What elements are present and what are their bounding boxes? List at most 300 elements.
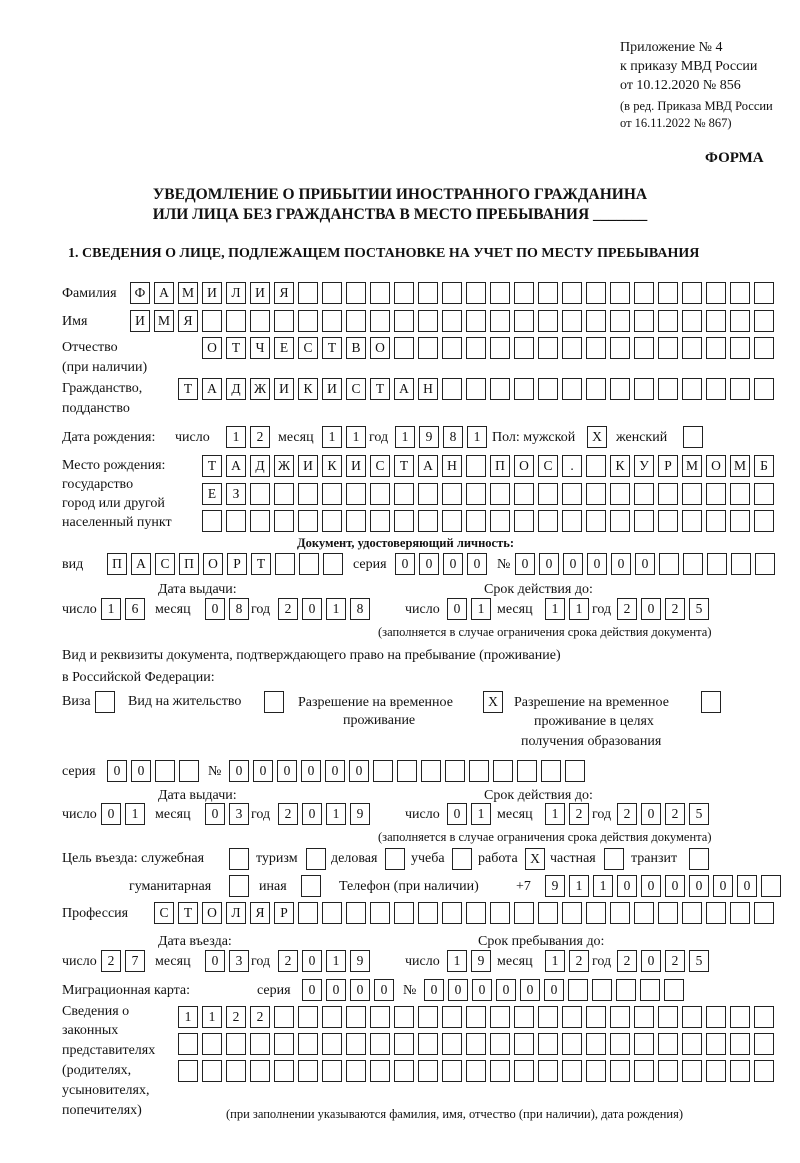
char-cell[interactable] bbox=[418, 1033, 438, 1055]
char-cell[interactable] bbox=[394, 310, 414, 332]
char-cell[interactable] bbox=[562, 282, 582, 304]
char-cell[interactable]: 1 bbox=[178, 1006, 198, 1028]
char-cell[interactable] bbox=[226, 1033, 246, 1055]
char-cell[interactable]: Л bbox=[226, 282, 246, 304]
entry-day[interactable] bbox=[101, 950, 149, 972]
char-cell[interactable] bbox=[442, 310, 462, 332]
char-cell[interactable] bbox=[658, 510, 678, 532]
char-cell[interactable]: 7 bbox=[125, 950, 145, 972]
char-cell[interactable]: 9 bbox=[471, 950, 491, 972]
char-cell[interactable]: Я bbox=[250, 902, 270, 924]
char-cell[interactable] bbox=[658, 282, 678, 304]
char-cell[interactable] bbox=[490, 282, 510, 304]
char-cell[interactable] bbox=[706, 378, 726, 400]
char-cell[interactable] bbox=[370, 902, 390, 924]
char-cell[interactable]: С bbox=[346, 378, 366, 400]
char-cell[interactable]: Р bbox=[274, 902, 294, 924]
checkbox-cell[interactable] bbox=[264, 691, 284, 713]
char-cell[interactable]: 0 bbox=[325, 760, 345, 782]
char-cell[interactable]: 5 bbox=[689, 598, 709, 620]
char-cell[interactable]: Ф bbox=[130, 282, 150, 304]
char-cell[interactable] bbox=[346, 483, 366, 505]
checkbox-cell[interactable]: X bbox=[587, 426, 607, 448]
char-cell[interactable] bbox=[250, 310, 270, 332]
char-cell[interactable]: И bbox=[130, 310, 150, 332]
char-cell[interactable]: П bbox=[490, 455, 510, 477]
char-cell[interactable] bbox=[586, 1006, 606, 1028]
char-cell[interactable] bbox=[322, 282, 342, 304]
char-cell[interactable]: 1 bbox=[447, 950, 467, 972]
char-cell[interactable] bbox=[610, 1006, 630, 1028]
checkbox-cell[interactable] bbox=[604, 848, 624, 870]
sex-male-checkbox[interactable] bbox=[587, 426, 611, 448]
char-cell[interactable] bbox=[250, 510, 270, 532]
char-cell[interactable] bbox=[370, 510, 390, 532]
char-cell[interactable] bbox=[466, 1006, 486, 1028]
char-cell[interactable] bbox=[730, 378, 750, 400]
char-cell[interactable]: 0 bbox=[641, 803, 661, 825]
char-cell[interactable] bbox=[442, 902, 462, 924]
char-cell[interactable] bbox=[514, 1006, 534, 1028]
char-cell[interactable] bbox=[634, 310, 654, 332]
char-cell[interactable]: О bbox=[203, 553, 223, 575]
char-cell[interactable] bbox=[634, 1060, 654, 1082]
char-cell[interactable] bbox=[562, 902, 582, 924]
char-cell[interactable]: 1 bbox=[569, 598, 589, 620]
birth-year-field[interactable] bbox=[395, 426, 491, 448]
char-cell[interactable]: 0 bbox=[205, 803, 225, 825]
char-cell[interactable]: 0 bbox=[419, 553, 439, 575]
char-cell[interactable]: 3 bbox=[229, 950, 249, 972]
char-cell[interactable] bbox=[346, 282, 366, 304]
char-cell[interactable] bbox=[394, 902, 414, 924]
char-cell[interactable] bbox=[466, 455, 486, 477]
char-cell[interactable] bbox=[754, 337, 774, 359]
char-cell[interactable] bbox=[682, 1006, 702, 1028]
char-cell[interactable]: 0 bbox=[447, 598, 467, 620]
char-cell[interactable] bbox=[418, 282, 438, 304]
char-cell[interactable] bbox=[514, 483, 534, 505]
char-cell[interactable] bbox=[274, 310, 294, 332]
char-cell[interactable] bbox=[323, 553, 343, 575]
sex-female-checkbox[interactable] bbox=[683, 426, 707, 448]
char-cell[interactable] bbox=[346, 510, 366, 532]
char-cell[interactable] bbox=[490, 310, 510, 332]
char-cell[interactable] bbox=[322, 483, 342, 505]
char-cell[interactable] bbox=[514, 510, 534, 532]
char-cell[interactable] bbox=[706, 510, 726, 532]
char-cell[interactable]: 0 bbox=[349, 760, 369, 782]
char-cell[interactable] bbox=[592, 979, 612, 1001]
checkbox-cell[interactable] bbox=[95, 691, 115, 713]
char-cell[interactable] bbox=[664, 979, 684, 1001]
char-cell[interactable]: 0 bbox=[302, 598, 322, 620]
name-field[interactable] bbox=[130, 310, 778, 332]
id-kind-field[interactable] bbox=[107, 553, 347, 575]
char-cell[interactable] bbox=[562, 310, 582, 332]
char-cell[interactable] bbox=[370, 310, 390, 332]
char-cell[interactable] bbox=[322, 1006, 342, 1028]
char-cell[interactable]: М bbox=[178, 282, 198, 304]
char-cell[interactable] bbox=[298, 902, 318, 924]
char-cell[interactable]: Т bbox=[178, 378, 198, 400]
char-cell[interactable] bbox=[322, 902, 342, 924]
char-cell[interactable] bbox=[322, 1033, 342, 1055]
char-cell[interactable] bbox=[202, 1060, 222, 1082]
id-number-field[interactable] bbox=[515, 553, 779, 575]
char-cell[interactable]: 2 bbox=[278, 598, 298, 620]
char-cell[interactable]: 0 bbox=[563, 553, 583, 575]
char-cell[interactable]: З bbox=[226, 483, 246, 505]
char-cell[interactable] bbox=[466, 337, 486, 359]
char-cell[interactable]: А bbox=[202, 378, 222, 400]
char-cell[interactable] bbox=[418, 483, 438, 505]
char-cell[interactable]: С bbox=[155, 553, 175, 575]
char-cell[interactable] bbox=[658, 310, 678, 332]
char-cell[interactable]: 0 bbox=[665, 875, 685, 897]
surname-field[interactable] bbox=[130, 282, 778, 304]
char-cell[interactable]: 0 bbox=[713, 875, 733, 897]
char-cell[interactable] bbox=[610, 1033, 630, 1055]
char-cell[interactable] bbox=[493, 760, 513, 782]
representatives-field-3[interactable] bbox=[178, 1060, 778, 1082]
char-cell[interactable] bbox=[274, 483, 294, 505]
char-cell[interactable] bbox=[275, 553, 295, 575]
char-cell[interactable] bbox=[274, 510, 294, 532]
char-cell[interactable]: 1 bbox=[545, 950, 565, 972]
char-cell[interactable] bbox=[298, 310, 318, 332]
char-cell[interactable]: 0 bbox=[443, 553, 463, 575]
char-cell[interactable]: 0 bbox=[467, 553, 487, 575]
char-cell[interactable] bbox=[538, 378, 558, 400]
stay-issue-day[interactable] bbox=[101, 803, 149, 825]
char-cell[interactable] bbox=[755, 553, 775, 575]
char-cell[interactable]: К bbox=[610, 455, 630, 477]
char-cell[interactable] bbox=[610, 337, 630, 359]
char-cell[interactable] bbox=[155, 760, 175, 782]
char-cell[interactable] bbox=[586, 378, 606, 400]
char-cell[interactable] bbox=[730, 337, 750, 359]
char-cell[interactable]: П bbox=[107, 553, 127, 575]
char-cell[interactable]: Т bbox=[251, 553, 271, 575]
trp-checkbox[interactable] bbox=[483, 691, 507, 713]
char-cell[interactable] bbox=[490, 378, 510, 400]
char-cell[interactable]: П bbox=[179, 553, 199, 575]
char-cell[interactable] bbox=[538, 902, 558, 924]
char-cell[interactable] bbox=[490, 1033, 510, 1055]
char-cell[interactable]: Д bbox=[226, 378, 246, 400]
checkbox-cell[interactable] bbox=[701, 691, 721, 713]
char-cell[interactable]: 2 bbox=[569, 803, 589, 825]
char-cell[interactable] bbox=[658, 483, 678, 505]
char-cell[interactable] bbox=[730, 310, 750, 332]
char-cell[interactable]: . bbox=[562, 455, 582, 477]
char-cell[interactable] bbox=[322, 1060, 342, 1082]
char-cell[interactable] bbox=[730, 282, 750, 304]
char-cell[interactable]: О bbox=[202, 337, 222, 359]
char-cell[interactable]: 2 bbox=[278, 950, 298, 972]
stay-until-day[interactable] bbox=[447, 950, 495, 972]
id-issue-year[interactable] bbox=[278, 598, 374, 620]
char-cell[interactable] bbox=[562, 483, 582, 505]
purpose-other-checkbox[interactable] bbox=[301, 875, 325, 897]
char-cell[interactable] bbox=[370, 282, 390, 304]
char-cell[interactable] bbox=[490, 510, 510, 532]
char-cell[interactable]: А bbox=[394, 378, 414, 400]
char-cell[interactable] bbox=[226, 510, 246, 532]
stay-series-field[interactable] bbox=[107, 760, 203, 782]
char-cell[interactable]: 0 bbox=[617, 875, 637, 897]
char-cell[interactable] bbox=[682, 510, 702, 532]
char-cell[interactable] bbox=[640, 979, 660, 1001]
char-cell[interactable]: Т bbox=[202, 455, 222, 477]
char-cell[interactable]: 9 bbox=[350, 950, 370, 972]
char-cell[interactable] bbox=[682, 1060, 702, 1082]
char-cell[interactable] bbox=[442, 483, 462, 505]
char-cell[interactable] bbox=[682, 1033, 702, 1055]
char-cell[interactable] bbox=[610, 483, 630, 505]
char-cell[interactable] bbox=[730, 1033, 750, 1055]
char-cell[interactable]: В bbox=[346, 337, 366, 359]
char-cell[interactable]: 0 bbox=[374, 979, 394, 1001]
char-cell[interactable] bbox=[658, 1006, 678, 1028]
char-cell[interactable] bbox=[538, 310, 558, 332]
char-cell[interactable] bbox=[682, 378, 702, 400]
char-cell[interactable]: 0 bbox=[539, 553, 559, 575]
char-cell[interactable]: А bbox=[226, 455, 246, 477]
char-cell[interactable] bbox=[586, 337, 606, 359]
representatives-field-2[interactable] bbox=[178, 1033, 778, 1055]
char-cell[interactable]: Н bbox=[418, 378, 438, 400]
char-cell[interactable] bbox=[394, 1060, 414, 1082]
char-cell[interactable]: 5 bbox=[689, 803, 709, 825]
char-cell[interactable]: 0 bbox=[737, 875, 757, 897]
char-cell[interactable] bbox=[466, 282, 486, 304]
char-cell[interactable]: К bbox=[322, 455, 342, 477]
char-cell[interactable] bbox=[442, 337, 462, 359]
char-cell[interactable]: 0 bbox=[544, 979, 564, 1001]
char-cell[interactable] bbox=[250, 483, 270, 505]
char-cell[interactable]: 0 bbox=[635, 553, 655, 575]
char-cell[interactable]: 0 bbox=[131, 760, 151, 782]
char-cell[interactable] bbox=[634, 510, 654, 532]
char-cell[interactable]: 0 bbox=[689, 875, 709, 897]
char-cell[interactable] bbox=[202, 1033, 222, 1055]
char-cell[interactable] bbox=[682, 902, 702, 924]
char-cell[interactable]: 2 bbox=[617, 950, 637, 972]
checkbox-cell[interactable]: X bbox=[525, 848, 545, 870]
char-cell[interactable]: 0 bbox=[424, 979, 444, 1001]
char-cell[interactable] bbox=[250, 1033, 270, 1055]
char-cell[interactable] bbox=[418, 902, 438, 924]
char-cell[interactable] bbox=[586, 483, 606, 505]
char-cell[interactable] bbox=[707, 553, 727, 575]
char-cell[interactable] bbox=[514, 310, 534, 332]
trp-education-checkbox[interactable] bbox=[701, 691, 725, 713]
char-cell[interactable]: 0 bbox=[326, 979, 346, 1001]
char-cell[interactable] bbox=[562, 337, 582, 359]
char-cell[interactable] bbox=[418, 510, 438, 532]
char-cell[interactable]: 0 bbox=[520, 979, 540, 1001]
id-valid-month[interactable] bbox=[545, 598, 593, 620]
char-cell[interactable]: 0 bbox=[302, 803, 322, 825]
char-cell[interactable] bbox=[466, 483, 486, 505]
entry-month[interactable] bbox=[205, 950, 253, 972]
char-cell[interactable] bbox=[586, 1033, 606, 1055]
char-cell[interactable]: 1 bbox=[593, 875, 613, 897]
char-cell[interactable] bbox=[442, 1060, 462, 1082]
char-cell[interactable] bbox=[706, 902, 726, 924]
char-cell[interactable] bbox=[568, 979, 588, 1001]
char-cell[interactable] bbox=[610, 902, 630, 924]
purpose-work-checkbox[interactable] bbox=[525, 848, 549, 870]
char-cell[interactable] bbox=[469, 760, 489, 782]
char-cell[interactable]: 2 bbox=[617, 598, 637, 620]
char-cell[interactable] bbox=[730, 1060, 750, 1082]
char-cell[interactable]: 0 bbox=[472, 979, 492, 1001]
checkbox-cell[interactable] bbox=[229, 875, 249, 897]
char-cell[interactable]: 6 bbox=[125, 598, 145, 620]
char-cell[interactable]: 1 bbox=[569, 875, 589, 897]
char-cell[interactable]: 0 bbox=[253, 760, 273, 782]
char-cell[interactable]: А bbox=[131, 553, 151, 575]
stay-number-field[interactable] bbox=[229, 760, 589, 782]
char-cell[interactable]: Т bbox=[322, 337, 342, 359]
char-cell[interactable] bbox=[586, 902, 606, 924]
citizenship-field[interactable] bbox=[178, 378, 778, 400]
char-cell[interactable] bbox=[298, 282, 318, 304]
char-cell[interactable]: Ж bbox=[250, 378, 270, 400]
char-cell[interactable] bbox=[250, 1060, 270, 1082]
stay-valid-day[interactable] bbox=[447, 803, 495, 825]
char-cell[interactable] bbox=[442, 510, 462, 532]
char-cell[interactable]: М bbox=[154, 310, 174, 332]
char-cell[interactable]: 0 bbox=[302, 979, 322, 1001]
char-cell[interactable] bbox=[514, 902, 534, 924]
char-cell[interactable] bbox=[346, 310, 366, 332]
char-cell[interactable] bbox=[394, 337, 414, 359]
birthplace-field-3[interactable] bbox=[202, 510, 778, 532]
char-cell[interactable] bbox=[610, 510, 630, 532]
id-issue-month[interactable] bbox=[205, 598, 253, 620]
char-cell[interactable]: М bbox=[730, 455, 750, 477]
char-cell[interactable] bbox=[370, 1060, 390, 1082]
char-cell[interactable] bbox=[442, 378, 462, 400]
char-cell[interactable] bbox=[706, 1060, 726, 1082]
stay-until-year[interactable] bbox=[617, 950, 713, 972]
char-cell[interactable]: Л bbox=[226, 902, 246, 924]
char-cell[interactable] bbox=[445, 760, 465, 782]
char-cell[interactable]: 0 bbox=[447, 803, 467, 825]
char-cell[interactable]: 1 bbox=[326, 803, 346, 825]
char-cell[interactable]: О bbox=[514, 455, 534, 477]
char-cell[interactable] bbox=[754, 378, 774, 400]
char-cell[interactable]: О bbox=[706, 455, 726, 477]
char-cell[interactable]: 2 bbox=[250, 426, 270, 448]
char-cell[interactable]: 1 bbox=[226, 426, 246, 448]
char-cell[interactable] bbox=[562, 1033, 582, 1055]
purpose-tourism-checkbox[interactable] bbox=[306, 848, 330, 870]
checkbox-cell[interactable] bbox=[683, 426, 703, 448]
char-cell[interactable]: 0 bbox=[587, 553, 607, 575]
char-cell[interactable] bbox=[658, 1033, 678, 1055]
char-cell[interactable] bbox=[659, 553, 679, 575]
char-cell[interactable]: 0 bbox=[229, 760, 249, 782]
stay-issue-month[interactable] bbox=[205, 803, 253, 825]
char-cell[interactable]: 2 bbox=[617, 803, 637, 825]
char-cell[interactable] bbox=[586, 1060, 606, 1082]
char-cell[interactable] bbox=[658, 378, 678, 400]
char-cell[interactable]: О bbox=[370, 337, 390, 359]
char-cell[interactable] bbox=[634, 902, 654, 924]
char-cell[interactable] bbox=[299, 553, 319, 575]
char-cell[interactable] bbox=[634, 378, 654, 400]
char-cell[interactable]: 0 bbox=[107, 760, 127, 782]
char-cell[interactable] bbox=[538, 337, 558, 359]
char-cell[interactable] bbox=[394, 1033, 414, 1055]
char-cell[interactable]: Ч bbox=[250, 337, 270, 359]
char-cell[interactable]: И bbox=[250, 282, 270, 304]
purpose-study-checkbox[interactable] bbox=[452, 848, 476, 870]
char-cell[interactable] bbox=[731, 553, 751, 575]
char-cell[interactable] bbox=[298, 1060, 318, 1082]
char-cell[interactable] bbox=[754, 483, 774, 505]
char-cell[interactable]: 2 bbox=[226, 1006, 246, 1028]
migration-series-field[interactable] bbox=[302, 979, 398, 1001]
char-cell[interactable]: И bbox=[322, 378, 342, 400]
char-cell[interactable] bbox=[754, 902, 774, 924]
char-cell[interactable] bbox=[394, 1006, 414, 1028]
char-cell[interactable]: 1 bbox=[467, 426, 487, 448]
checkbox-cell[interactable]: X bbox=[483, 691, 503, 713]
char-cell[interactable]: 1 bbox=[545, 803, 565, 825]
birth-day-field[interactable] bbox=[226, 426, 274, 448]
char-cell[interactable] bbox=[514, 378, 534, 400]
purpose-humanitarian-checkbox[interactable] bbox=[229, 875, 253, 897]
char-cell[interactable] bbox=[178, 1033, 198, 1055]
char-cell[interactable]: 1 bbox=[125, 803, 145, 825]
char-cell[interactable]: 9 bbox=[419, 426, 439, 448]
char-cell[interactable] bbox=[634, 337, 654, 359]
char-cell[interactable]: 0 bbox=[350, 979, 370, 1001]
entry-year[interactable] bbox=[278, 950, 374, 972]
char-cell[interactable] bbox=[466, 310, 486, 332]
char-cell[interactable]: 8 bbox=[229, 598, 249, 620]
stay-issue-year[interactable] bbox=[278, 803, 374, 825]
char-cell[interactable] bbox=[658, 337, 678, 359]
char-cell[interactable] bbox=[226, 310, 246, 332]
char-cell[interactable]: 1 bbox=[471, 803, 491, 825]
char-cell[interactable]: Ж bbox=[274, 455, 294, 477]
char-cell[interactable]: Я bbox=[178, 310, 198, 332]
stay-valid-month[interactable] bbox=[545, 803, 593, 825]
char-cell[interactable] bbox=[754, 510, 774, 532]
profession-field[interactable] bbox=[154, 902, 778, 924]
checkbox-cell[interactable] bbox=[301, 875, 321, 897]
char-cell[interactable] bbox=[514, 282, 534, 304]
char-cell[interactable]: 1 bbox=[326, 598, 346, 620]
char-cell[interactable] bbox=[538, 510, 558, 532]
char-cell[interactable] bbox=[370, 483, 390, 505]
id-issue-day[interactable] bbox=[101, 598, 149, 620]
birth-month-field[interactable] bbox=[322, 426, 370, 448]
char-cell[interactable] bbox=[538, 1006, 558, 1028]
char-cell[interactable] bbox=[706, 310, 726, 332]
char-cell[interactable]: Т bbox=[370, 378, 390, 400]
char-cell[interactable] bbox=[706, 483, 726, 505]
char-cell[interactable] bbox=[586, 455, 606, 477]
residence-checkbox[interactable] bbox=[264, 691, 288, 713]
